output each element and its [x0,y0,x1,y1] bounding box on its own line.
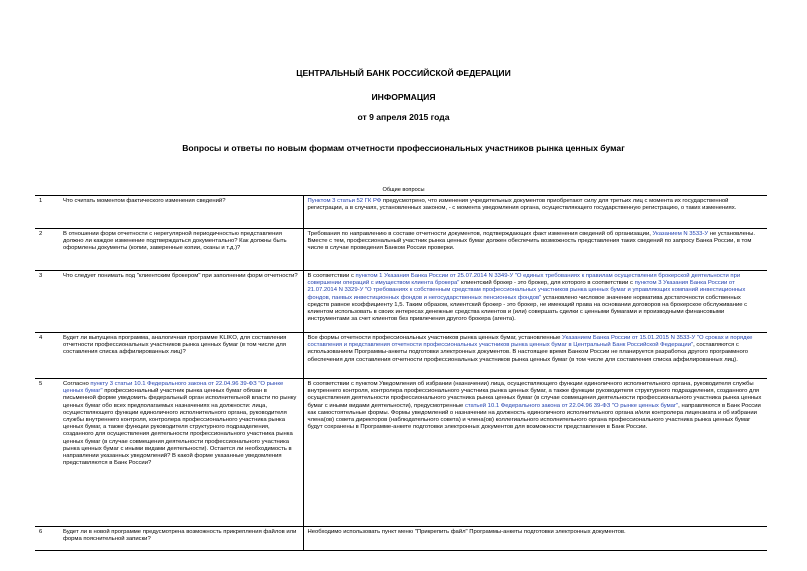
doc-type: ИНФОРМАЦИЯ [371,92,436,102]
answer-cell: Необходимо использовать пункт меню "Прикрепить файл" Программы-анкеты подготовки электронных документов. [303,527,767,551]
question-cell: В отношении форм отчетности с нерегулярной периодичностью представления должно ли каждое изменение подтверждаться документально? Как должны быть оформлены документы (копии, заверенные копии, сканы и т.д.)? [59,229,303,271]
table-caption: Общие вопросы [382,187,425,193]
question-cell: Что следует понимать под "клиентским брокером" при заполнении форм отчетности? [59,271,303,333]
table-row [35,271,767,333]
law-link[interactable]: Пунктом 3 статьи 52 ГК РФ [307,198,382,204]
row-number: 4 [35,333,59,379]
law-link[interactable]: пунктом 1 Указания Банка России от 25.07.2014 N 3349-У "О единых требованиях к правилам осуществления брокерской деятельности при совершении операций с имуществом клиента брокера" [307,273,741,287]
answer-cell: В соответствии с пунктом 1 Указания Банка России от 25.07.2014 N 3349-У "О единых требованиях к правилам осуществления брокерской деятельности при совершении операций с имуществом клиента брокера" клиентский брокер - это брокер, для которого в соответствии с пунктом 3 Указания Банка России от 21.07.2014 N 3329-У "О требованиях к собственным средствам профессиональных участников рынка ценных бумаг и управляющих компаний инвестиционных фондов, паевых инвестиционных фондов и негосударственных пенсионных фондов" установлено числовое значение норматива достаточности собственных средств равное коэффициенту 1,5. Таким образом, клиентский брокер - это брокер, не имеющий права на основании договоров на брокерское обслуживание с клиентом использовать в своих интересах денежные средства клиентов и (или) совершать сделки с ценными бумагами и производными финансовыми инструментами за счет клиентов без привлечения другого брокера (агента). [303,271,767,333]
row-number: 2 [35,229,59,271]
doc-title: Вопросы и ответы по новым формам отчетности профессиональных участников рынка ценных бумаг [182,143,625,153]
table-row [35,333,767,379]
law-link[interactable]: пунктом 3 Указания Банка России от 21.07.2014 N 3329-У "О требованиях к собственным средствам профессиональных участников рынка ценных бумаг и управляющих компаний инвестиционных фондов, паевых инвестиционных фондов и негосударственных пенсионных фондов" [307,280,746,301]
answer-cell: Пунктом 3 статьи 52 ГК РФ предусмотрено, что изменения учредительных документов приобретают силу для третьих лиц с момента их государственной регистрации, а в случаях, установленных законом, - с момента уведомления органа, осуществляющего государственную регистрацию, о таких изменениях. [303,196,767,229]
row-number: 5 [35,379,59,527]
question-cell: Будет ли выпущена программа, аналогичная программе KLIKO, для составления отчетности профессиональных участников рынка ценных бумаг (в том числе для составления списка аффилированных лиц)? [59,333,303,379]
answer-cell: Все формы отчетности профессиональных участников рынка ценных бумаг, установленные Указанием Банка России от 15.01.2015 N 3533-У "О сроках и порядке составления и представления отчетности профессиональных участников рынка ценных бумаг в Центральный Банк Российской Федерации", составляются с использованием Программы-анкеты подготовки электронных документов. В настоящее время Банком России не планируется разработка другого программного обеспечения для составления отчетности профессиональных участников рынка ценных бумаг (в том числе для составления списка аффилированных лиц). [303,333,767,379]
org-name: ЦЕНТРАЛЬНЫЙ БАНК РОССИЙСКОЙ ФЕДЕРАЦИИ [296,68,511,78]
question-cell: Что считать моментом фактического изменения сведений? [59,196,303,229]
table-row [35,527,767,551]
table-row [35,379,767,527]
law-link[interactable]: Указанием Банка России от 15.01.2015 N 3533-У "О сроках и порядке составления и представления отчетности профессиональных участников рынка ценных бумаг в Центральный Банк Российской Федерации" [307,335,753,349]
question-cell: Будет ли в новой программе предусмотрена возможность прикрепления файлов или форма пояснительной записки? [59,527,303,551]
law-link[interactable]: статьей 10.1 Федерального закона от 22.04.96 39-ФЗ "О рынке ценных бумаг" [464,402,679,409]
answer-cell: В соответствии с пунктом Уведомления об избрании (назначении) лица, осуществляющего функции единоличного исполнительного органа, руководителя службы внутреннего контроля, контролера профессионального участника рынка ценных бумаг, а также функции руководителя структурного подразделения, созданного для осуществления деятельности профессионального участника рынка ценных бумаг (в случае совмещения деятельности профессионального участника рынка ценных бумаг с иными видами деятельности), предусмотренные статьей 10.1 Федерального закона от 22.04.96 39-ФЗ "О рынке ценных бумаг", направляются в Банк России как самостоятельные формы. Формы уведомлений о назначении на должность единоличного исполнительного органа и/или контролера лицензиата и об избрании члена(ов) совета директоров (наблюдательного совета) и члена(ов) коллегиального исполнительного органа профессионального участника рынка ценных бумаг будут сохранены в Программе-анкете подготовки электронных документов для возможности представления в Банк России. [303,379,767,527]
law-link[interactable]: пункту 3 статьи 10.1 Федерального закона от 22.04.96 39-ФЗ "О рынке ценных бумаг" [63,381,284,395]
answer-cell: Требования по направлению в составе отчетности документов, подтверждающих факт изменения сведений об организации, Указанием N 3533-У не установлены. Вместе с тем, профессиональный участник рынка ценных бумаг должен обеспечить возможность представления таких сведений по запросу Банка России, в том числе в случае проведения Банком России проверки. [303,229,767,271]
row-number: 3 [35,271,59,333]
table-row [35,229,767,271]
qa-table [35,195,767,551]
law-link[interactable]: Указанием N 3533-У [652,231,709,237]
doc-date: от 9 апреля 2015 года [357,112,450,122]
row-number: 6 [35,527,59,551]
table-row [35,196,767,229]
question-cell: Согласно пункту 3 статьи 10.1 Федерального закона от 22.04.96 39-ФЗ "О рынке ценных бумаг" профессиональный участник рынка ценных бумаг обязан в письменной форме уведомить федеральный орган исполнительной власти по рынку ценных бумаг обо всех предполагаемых назначениях на должности: лица, осуществляющего функции единоличного исполнительного органа, руководителя службы внутреннего контроля, контролера профессионального участника рынка ценных бумаг, а также функции руководителя структурного подразделения, созданного для осуществления деятельности профессионального участника рынка ценных бумаг (в случае совмещения деятельности профессионального участника рынка ценных бумаг с иными видами деятельности). Остается ли необходимость в направлении указанных уведомлений? В какой форме указанные уведомления представляются в Банк России? [59,379,303,527]
row-number: 1 [35,196,59,229]
